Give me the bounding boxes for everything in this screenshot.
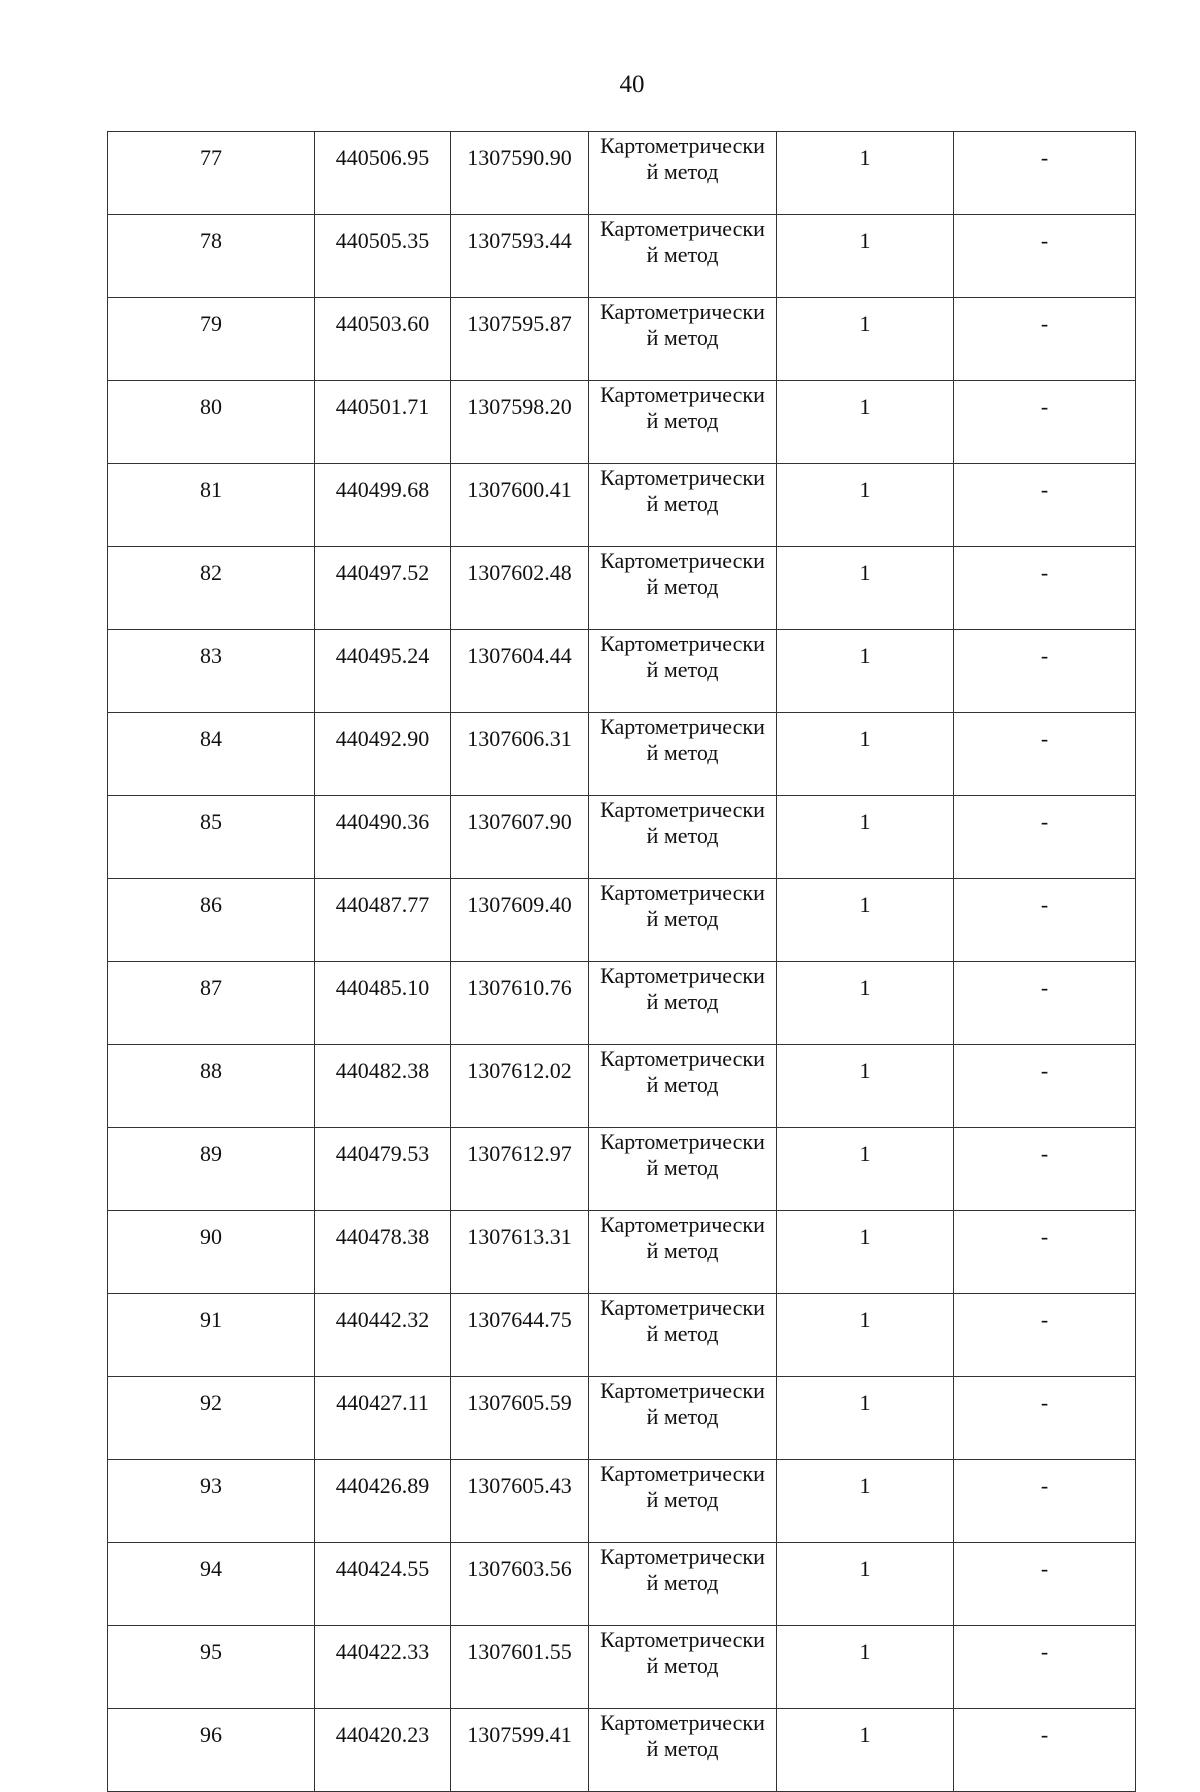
y-coordinate-cell	[451, 298, 589, 381]
x-coordinate-text: 440487.77	[335, 892, 430, 917]
table-row	[108, 962, 1136, 1045]
table-row	[108, 1128, 1136, 1211]
method-cell	[589, 796, 777, 879]
x-coordinate-text: 440506.95	[335, 145, 430, 170]
y-coordinate-text: 1307604.44	[467, 643, 572, 668]
note-text: -	[1040, 311, 1049, 336]
point-number-cell	[108, 879, 315, 962]
note-cell	[954, 962, 1136, 1045]
accuracy-cell	[777, 381, 954, 464]
x-coordinate-text: 440420.23	[335, 1722, 430, 1747]
y-coordinate-text: 1307593.44	[467, 228, 572, 253]
accuracy-text: 1	[859, 726, 871, 751]
note-text: -	[1040, 394, 1049, 419]
y-coordinate-text: 1307601.55	[467, 1639, 572, 1664]
y-coordinate-text: 1307595.87	[467, 311, 572, 336]
accuracy-text: 1	[859, 145, 871, 170]
point-number-text: 81	[200, 477, 222, 502]
point-number-cell	[108, 1045, 315, 1128]
x-coordinate-cell	[315, 1377, 451, 1460]
accuracy-cell	[777, 464, 954, 547]
table-row	[108, 1211, 1136, 1294]
note-text: -	[1040, 1224, 1049, 1249]
page-number: 40	[619, 71, 645, 98]
method-text: Картометрически й метод	[600, 963, 765, 1014]
method-cell	[589, 1211, 777, 1294]
point-number-text: 93	[200, 1473, 222, 1498]
y-coordinate-cell	[451, 1128, 589, 1211]
y-coordinate-text: 1307612.02	[467, 1058, 572, 1083]
point-number-text: 87	[200, 975, 222, 1000]
point-number-text: 80	[200, 394, 222, 419]
y-coordinate-text: 1307605.43	[467, 1473, 572, 1498]
y-coordinate-cell	[451, 1543, 589, 1626]
point-number-text: 94	[200, 1556, 222, 1581]
point-number-cell	[108, 1709, 315, 1792]
x-coordinate-cell	[315, 1460, 451, 1543]
table-row	[108, 1294, 1136, 1377]
x-coordinate-cell	[315, 381, 451, 464]
x-coordinate-cell	[315, 1128, 451, 1211]
x-coordinate-text: 440424.55	[335, 1556, 430, 1581]
accuracy-cell	[777, 713, 954, 796]
x-coordinate-cell	[315, 1709, 451, 1792]
accuracy-text: 1	[859, 1307, 871, 1332]
method-cell	[589, 1128, 777, 1211]
y-coordinate-cell	[451, 381, 589, 464]
x-coordinate-cell	[315, 1543, 451, 1626]
accuracy-text: 1	[859, 1556, 871, 1581]
accuracy-cell	[777, 1128, 954, 1211]
y-coordinate-cell	[451, 1211, 589, 1294]
method-text: Картометрически й метод	[600, 631, 765, 682]
point-number-cell	[108, 1460, 315, 1543]
table-row	[108, 630, 1136, 713]
point-number-text: 86	[200, 892, 222, 917]
method-text: Картометрически й метод	[600, 1129, 765, 1180]
point-number-cell	[108, 298, 315, 381]
x-coordinate-text: 440497.52	[335, 560, 430, 585]
point-number-text: 85	[200, 809, 222, 834]
point-number-cell	[108, 1128, 315, 1211]
method-cell	[589, 1377, 777, 1460]
note-text: -	[1040, 1639, 1049, 1664]
point-number-cell	[108, 1211, 315, 1294]
point-number-cell	[108, 1294, 315, 1377]
accuracy-cell	[777, 1377, 954, 1460]
y-coordinate-cell	[451, 1460, 589, 1543]
note-text: -	[1040, 1141, 1049, 1166]
accuracy-text: 1	[859, 1141, 871, 1166]
x-coordinate-text: 440478.38	[335, 1224, 430, 1249]
point-number-cell	[108, 630, 315, 713]
accuracy-text: 1	[859, 809, 871, 834]
point-number-text: 92	[200, 1390, 222, 1415]
accuracy-text: 1	[859, 477, 871, 502]
x-coordinate-cell	[315, 1626, 451, 1709]
method-text: Картометрически й метод	[600, 465, 765, 516]
x-coordinate-cell	[315, 1045, 451, 1128]
y-coordinate-text: 1307603.56	[467, 1556, 572, 1581]
point-number-text: 82	[200, 560, 222, 585]
method-cell	[589, 879, 777, 962]
note-text: -	[1040, 1058, 1049, 1083]
x-coordinate-text: 440501.71	[335, 394, 430, 419]
x-coordinate-cell	[315, 713, 451, 796]
x-coordinate-cell	[315, 879, 451, 962]
method-text: Картометрически й метод	[600, 299, 765, 350]
point-number-text: 78	[200, 228, 222, 253]
accuracy-text: 1	[859, 643, 871, 668]
method-text: Картометрически й метод	[600, 1461, 765, 1512]
method-text: Картометрически й метод	[600, 216, 765, 267]
table-row	[108, 215, 1136, 298]
table-row	[108, 298, 1136, 381]
method-text: Картометрически й метод	[600, 382, 765, 433]
note-cell	[954, 215, 1136, 298]
accuracy-text: 1	[859, 975, 871, 1000]
table-row	[108, 1460, 1136, 1543]
method-cell	[589, 1294, 777, 1377]
y-coordinate-text: 1307605.59	[467, 1390, 572, 1415]
point-number-text: 89	[200, 1141, 222, 1166]
accuracy-text: 1	[859, 1473, 871, 1498]
accuracy-cell	[777, 1709, 954, 1792]
y-coordinate-cell	[451, 962, 589, 1045]
x-coordinate-cell	[315, 215, 451, 298]
y-coordinate-cell	[451, 1626, 589, 1709]
table-row	[108, 381, 1136, 464]
y-coordinate-text: 1307599.41	[467, 1722, 572, 1747]
y-coordinate-cell	[451, 713, 589, 796]
note-cell	[954, 1709, 1136, 1792]
accuracy-cell	[777, 298, 954, 381]
note-cell	[954, 1211, 1136, 1294]
table-row	[108, 1543, 1136, 1626]
method-text: Картометрически й метод	[600, 880, 765, 931]
method-text: Картометрически й метод	[600, 133, 765, 184]
coordinates-table	[107, 131, 1136, 1792]
table-row	[108, 796, 1136, 879]
note-cell	[954, 796, 1136, 879]
y-coordinate-cell	[451, 464, 589, 547]
y-coordinate-text: 1307644.75	[467, 1307, 572, 1332]
method-text: Картометрически й метод	[600, 1212, 765, 1263]
table-row	[108, 1709, 1136, 1792]
point-number-cell	[108, 1377, 315, 1460]
x-coordinate-text: 440503.60	[335, 311, 430, 336]
x-coordinate-cell	[315, 132, 451, 215]
x-coordinate-text: 440479.53	[335, 1141, 430, 1166]
method-cell	[589, 298, 777, 381]
note-cell	[954, 1045, 1136, 1128]
point-number-text: 88	[200, 1058, 222, 1083]
y-coordinate-text: 1307590.90	[467, 145, 572, 170]
y-coordinate-cell	[451, 547, 589, 630]
note-text: -	[1040, 643, 1049, 668]
note-text: -	[1040, 726, 1049, 751]
accuracy-text: 1	[859, 1224, 871, 1249]
x-coordinate-text: 440495.24	[335, 643, 430, 668]
method-cell	[589, 1543, 777, 1626]
method-text: Картометрически й метод	[600, 1710, 765, 1761]
point-number-cell	[108, 962, 315, 1045]
table-row	[108, 1377, 1136, 1460]
note-cell	[954, 132, 1136, 215]
note-cell	[954, 1626, 1136, 1709]
x-coordinate-text: 440426.89	[335, 1473, 430, 1498]
y-coordinate-text: 1307612.97	[467, 1141, 572, 1166]
y-coordinate-cell	[451, 132, 589, 215]
method-cell	[589, 132, 777, 215]
table-body	[108, 132, 1136, 1792]
x-coordinate-text: 440482.38	[335, 1058, 430, 1083]
y-coordinate-cell	[451, 630, 589, 713]
point-number-text: 90	[200, 1224, 222, 1249]
x-coordinate-cell	[315, 796, 451, 879]
point-number-cell	[108, 132, 315, 215]
method-text: Картометрически й метод	[600, 1295, 765, 1346]
y-coordinate-text: 1307598.20	[467, 394, 572, 419]
note-cell	[954, 1460, 1136, 1543]
table-row	[108, 464, 1136, 547]
accuracy-cell	[777, 1626, 954, 1709]
accuracy-text: 1	[859, 1722, 871, 1747]
x-coordinate-text: 440422.33	[335, 1639, 430, 1664]
x-coordinate-cell	[315, 464, 451, 547]
accuracy-text: 1	[859, 1390, 871, 1415]
method-text: Картометрически й метод	[600, 1046, 765, 1097]
method-text: Картометрически й метод	[600, 548, 765, 599]
note-text: -	[1040, 560, 1049, 585]
table-row	[108, 1045, 1136, 1128]
y-coordinate-text: 1307613.31	[467, 1224, 572, 1249]
accuracy-cell	[777, 630, 954, 713]
method-cell	[589, 381, 777, 464]
x-coordinate-text: 440485.10	[335, 975, 430, 1000]
method-cell	[589, 713, 777, 796]
point-number-cell	[108, 464, 315, 547]
x-coordinate-text: 440490.36	[335, 809, 430, 834]
y-coordinate-cell	[451, 879, 589, 962]
accuracy-cell	[777, 215, 954, 298]
note-cell	[954, 298, 1136, 381]
accuracy-text: 1	[859, 892, 871, 917]
point-number-text: 91	[200, 1307, 222, 1332]
point-number-text: 83	[200, 643, 222, 668]
x-coordinate-cell	[315, 1211, 451, 1294]
note-cell	[954, 1377, 1136, 1460]
accuracy-cell	[777, 547, 954, 630]
y-coordinate-text: 1307609.40	[467, 892, 572, 917]
x-coordinate-cell	[315, 547, 451, 630]
note-text: -	[1040, 1722, 1049, 1747]
y-coordinate-text: 1307610.76	[467, 975, 572, 1000]
y-coordinate-text: 1307606.31	[467, 726, 572, 751]
accuracy-text: 1	[859, 1639, 871, 1664]
method-cell	[589, 962, 777, 1045]
accuracy-cell	[777, 962, 954, 1045]
y-coordinate-cell	[451, 1045, 589, 1128]
note-cell	[954, 879, 1136, 962]
table-row	[108, 879, 1136, 962]
point-number-cell	[108, 547, 315, 630]
accuracy-text: 1	[859, 228, 871, 253]
point-number-text: 95	[200, 1639, 222, 1664]
point-number-cell	[108, 381, 315, 464]
x-coordinate-cell	[315, 1294, 451, 1377]
point-number-cell	[108, 1626, 315, 1709]
note-cell	[954, 381, 1136, 464]
point-number-cell	[108, 713, 315, 796]
y-coordinate-text: 1307607.90	[467, 809, 572, 834]
note-cell	[954, 464, 1136, 547]
accuracy-cell	[777, 1460, 954, 1543]
method-text: Картометрически й метод	[600, 797, 765, 848]
accuracy-cell	[777, 879, 954, 962]
point-number-text: 96	[200, 1722, 222, 1747]
x-coordinate-text: 440442.32	[335, 1307, 430, 1332]
point-number-text: 84	[200, 726, 222, 751]
accuracy-text: 1	[859, 311, 871, 336]
accuracy-cell	[777, 1294, 954, 1377]
method-cell	[589, 215, 777, 298]
accuracy-cell	[777, 1045, 954, 1128]
note-text: -	[1040, 1307, 1049, 1332]
y-coordinate-text: 1307602.48	[467, 560, 572, 585]
y-coordinate-text: 1307600.41	[467, 477, 572, 502]
point-number-cell	[108, 215, 315, 298]
point-number-cell	[108, 796, 315, 879]
point-number-cell	[108, 1543, 315, 1626]
table-row	[108, 132, 1136, 215]
note-text: -	[1040, 1390, 1049, 1415]
note-cell	[954, 1128, 1136, 1211]
x-coordinate-text: 440427.11	[336, 1390, 429, 1415]
y-coordinate-cell	[451, 1294, 589, 1377]
method-text: Картометрически й метод	[600, 1378, 765, 1429]
x-coordinate-cell	[315, 962, 451, 1045]
point-number-text: 77	[200, 145, 222, 170]
note-cell	[954, 713, 1136, 796]
accuracy-cell	[777, 796, 954, 879]
y-coordinate-cell	[451, 215, 589, 298]
note-cell	[954, 547, 1136, 630]
method-text: Картометрически й метод	[600, 1627, 765, 1678]
note-cell	[954, 1543, 1136, 1626]
method-cell	[589, 630, 777, 713]
method-cell	[589, 1045, 777, 1128]
note-text: -	[1040, 145, 1049, 170]
table-row	[108, 713, 1136, 796]
method-text: Картометрически й метод	[600, 714, 765, 765]
method-cell	[589, 1460, 777, 1543]
note-cell	[954, 1294, 1136, 1377]
x-coordinate-cell	[315, 630, 451, 713]
note-text: -	[1040, 809, 1049, 834]
method-cell	[589, 547, 777, 630]
note-text: -	[1040, 477, 1049, 502]
x-coordinate-text: 440492.90	[335, 726, 430, 751]
note-text: -	[1040, 892, 1049, 917]
accuracy-cell	[777, 132, 954, 215]
accuracy-text: 1	[859, 1058, 871, 1083]
point-number-text: 79	[200, 311, 222, 336]
note-text: -	[1040, 1556, 1049, 1581]
method-cell	[589, 1626, 777, 1709]
note-text: -	[1040, 228, 1049, 253]
y-coordinate-cell	[451, 796, 589, 879]
table-row	[108, 1626, 1136, 1709]
y-coordinate-cell	[451, 1377, 589, 1460]
note-cell	[954, 630, 1136, 713]
table-row	[108, 547, 1136, 630]
accuracy-cell	[777, 1211, 954, 1294]
note-text: -	[1040, 1473, 1049, 1498]
note-text: -	[1040, 975, 1049, 1000]
accuracy-text: 1	[859, 560, 871, 585]
method-text: Картометрически й метод	[600, 1544, 765, 1595]
accuracy-cell	[777, 1543, 954, 1626]
x-coordinate-text: 440505.35	[335, 228, 430, 253]
y-coordinate-cell	[451, 1709, 589, 1792]
x-coordinate-text: 440499.68	[335, 477, 430, 502]
accuracy-text: 1	[859, 394, 871, 419]
x-coordinate-cell	[315, 298, 451, 381]
method-cell	[589, 464, 777, 547]
method-cell	[589, 1709, 777, 1792]
